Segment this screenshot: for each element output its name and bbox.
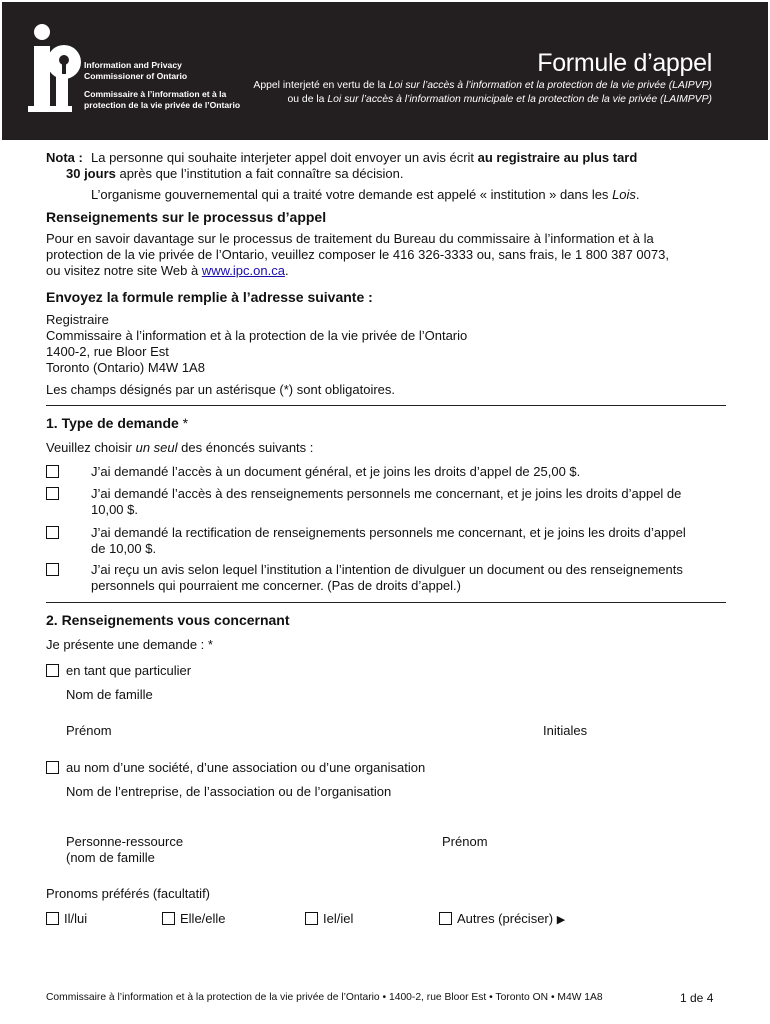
subtitle-2-act: Loi sur l’accès à l’information municipale et la protection de la vie privée (LAIMPVP) (327, 94, 712, 105)
divider-1 (46, 405, 726, 406)
page-number: 1 de 4 (680, 991, 714, 1005)
note-line-2: 30 jours après que l’institution a fait connaître sa décision. (66, 166, 404, 181)
request-type-notice-label-1: J’ai reçu un avis selon lequel l’institution a l’intention de divulguer un document ou des renseignements (91, 562, 683, 577)
request-type-correction-checkbox[interactable] (46, 526, 59, 539)
request-type-notice-checkbox[interactable] (46, 563, 59, 576)
request-type-correction-label-1: J’ai demandé la rectification de renseignements personnels me concernant, et je joins les droits d’appel (91, 525, 686, 540)
note-line-3: L’organisme gouvernemental qui a traité votre demande est appelé « institution » dans les Lois. (91, 187, 640, 202)
request-type-personal-label-1: J’ai demandé l’accès à des renseignements personnels me concernant, et je joins les droits d’appel de (91, 486, 682, 501)
ipc-logo (28, 22, 84, 114)
pronoun-elle-label: Elle/elle (180, 911, 226, 926)
note-line-1: La personne qui souhaite interjeter appel doit envoyer un avis écrit au registraire au plus tard (91, 150, 638, 165)
individual-label: en tant que particulier (66, 663, 192, 678)
section-2-heading: 2. Renseignements vous concernant (46, 612, 290, 628)
form-title: Formule d’appel (537, 49, 712, 77)
address-heading: Envoyez la formule remplie à l’adresse suivante : (46, 289, 373, 305)
section-1-intro: Veuillez choisir un seul des énoncés suivants : (46, 440, 314, 455)
org-en-line-1: Information and Privacy (84, 60, 182, 70)
footer-address: Commissaire à l’information et à la protection de la vie privée de l’Ontario • 1400-2, rue Bloor Est • Toronto ON • M4W 1A8 (46, 992, 603, 1003)
pronoun-other-label: Autres (préciser) ▶ (457, 911, 566, 926)
pronouns-label: Pronoms préférés (facultatif) (46, 886, 211, 901)
applying-label: Je présente une demande : * (46, 637, 213, 652)
pronoun-iel-checkbox[interactable] (305, 912, 318, 925)
first-name-label: Prénom (66, 723, 112, 738)
org-name-en (84, 60, 224, 82)
contact-person-label-2: (nom de famille (66, 850, 155, 865)
required-note: Les champs désignés par un astérisque (*) sont obligatoires. (46, 382, 396, 397)
pronoun-elle-checkbox[interactable] (162, 912, 175, 925)
request-type-personal-checkbox[interactable] (46, 487, 59, 500)
pronoun-other-checkbox[interactable] (439, 912, 452, 925)
info-line-3: ou visitez notre site Web à www.ipc.on.ca. (46, 263, 289, 278)
address-line-2: Commissaire à l’information et à la protection de la vie privée de l’Ontario (46, 328, 468, 343)
org-name-label: Nom de l’entreprise, de l’association ou de l’organisation (66, 784, 392, 799)
org-fr-line-1: Commissaire à l’information et à la (84, 89, 227, 99)
organization-label: au nom d’une société, d’une association ou d’une organisation (66, 760, 426, 775)
play-arrow-icon: ▶ (556, 914, 566, 926)
request-type-correction-label-2: de 10,00 $. (91, 541, 157, 556)
org-name-fr (84, 89, 244, 111)
request-type-personal-label-2: 10,00 $. (91, 502, 138, 517)
section-1-heading: 1. Type de demande * (46, 415, 189, 431)
info-line-1: Pour en savoir davantage sur le processus de traitement du Bureau du commissaire à l’information et à la (46, 231, 654, 246)
ipc-website-link[interactable]: www.ipc.on.ca (201, 263, 285, 278)
address-line-3: 1400-2, rue Bloor Est (46, 344, 169, 359)
pronoun-il-checkbox[interactable] (46, 912, 59, 925)
org-en-line-2: Commissioner of Ontario (84, 71, 188, 81)
org-fr-line-2: protection de la vie privée de l’Ontario (84, 100, 241, 110)
address-line-1: Registraire (46, 312, 109, 327)
subtitle-1-text: Appel interjeté en vertu de la (253, 80, 389, 91)
header-banner (2, 2, 768, 140)
pronoun-iel-label: Iel/iel (323, 911, 354, 926)
request-type-general-label: J’ai demandé l’accès à un document général, et je joins les droits d’appel de 25,00 $. (91, 464, 581, 479)
note-label: Nota : (46, 150, 83, 165)
subtitle-1-act: Loi sur l’accès à l’information et la protection de la vie privée (LAIPVP) (388, 80, 712, 91)
info-heading: Renseignements sur le processus d’appel (46, 209, 327, 225)
pronoun-il-label: Il/lui (64, 911, 88, 926)
divider-2 (46, 602, 726, 603)
initials-label: Initiales (543, 723, 588, 738)
last-name-label: Nom de famille (66, 687, 153, 702)
organization-checkbox[interactable] (46, 761, 59, 774)
address-line-4: Toronto (Ontario) M4W 1A8 (46, 360, 205, 375)
contact-person-label-1: Personne-ressource (66, 834, 184, 849)
request-type-notice-label-2: personnels qui pourraient me concerner. (Pas de droits d’appel.) (91, 578, 461, 593)
individual-checkbox[interactable] (46, 664, 59, 677)
subtitle-2-text: ou de la (287, 94, 328, 105)
contact-first-name-label: Prénom (442, 834, 488, 849)
form-subtitle (253, 79, 712, 107)
info-line-2: protection de la vie privée de l’Ontario, veuillez composer le 416 326-3333 ou, sans frais, le 1 800 387 0073, (46, 247, 669, 262)
request-type-general-checkbox[interactable] (46, 465, 59, 478)
